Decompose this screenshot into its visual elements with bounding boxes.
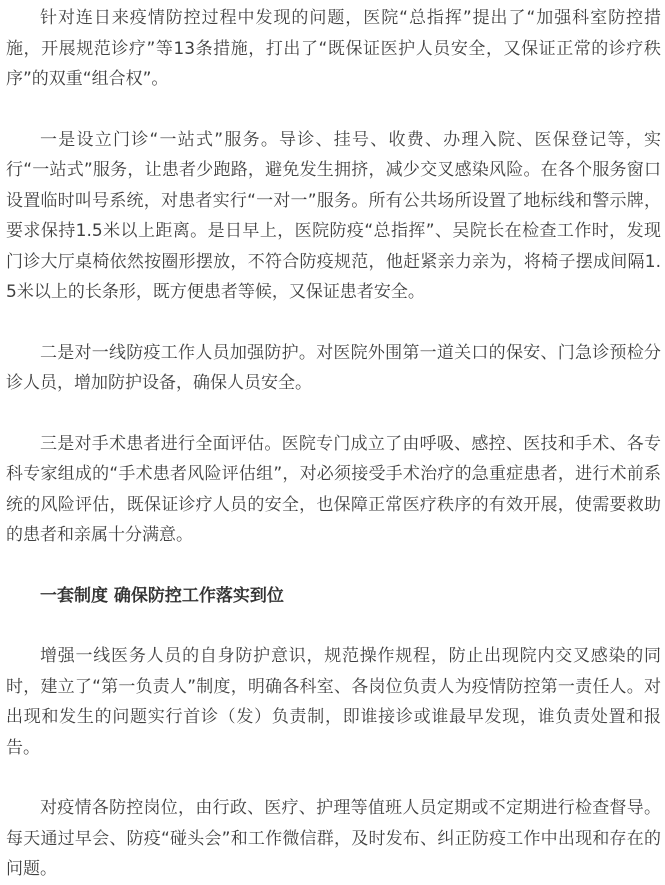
article-body [0,3,665,882]
measure-two-paragraph: 二是对一线防疫工作人员加强防护。对医院外围第一道关口的保安、门急诊预检分诊人员，增加防护设备，确保人员安全。 [6,342,661,393]
responsibility-paragraph: 增强一线医务人员的自身防护意识，规范操作规程，防止出现院内交叉感染的同时，建立了“第一负责人”制度，明确各科室、各岗位负责人为疫情防控第一责任人。对出现和发生的问题实行首诊（发）负责制，即谁接诊或谁最早发现，谁负责处置和报告。 [6,646,661,758]
measure-three-paragraph: 三是对手术患者进行全面评估。医院专门成立了由呼吸、感控、医技和手术、各专科专家组成的“手术患者风险评估组”，对必须接受手术治疗的急重症患者，进行术前系统的风险评估，既保证诊疗人员的安全，也保障正常医疗秩序的有效开展，使需要救助的患者和亲属十分满意。 [6,433,661,545]
measure-one-paragraph: 一是设立门诊“一站式”服务。导诊、挂号、收费、办理入院、医保登记等，实行“一站式”服务，让患者少跑路，避免发生拥挤，减少交叉感染风险。在各个服务窗口设置临时叫号系统，对患者实行“一对一”服务。所有公共场所设置了地标线和警示牌，要求保持1.5米以上距离。是日早上，医院防疫“总指挥”、吴院长在检查工作时，发现门诊大厅桌椅依然按圈形摆放，不符合防疫规范，他赶紧亲力亲为，将椅子摆成间隔1.5米以上的长条形，既方便患者等候，又保证患者安全。 [6,129,661,302]
intro-paragraph: 针对连日来疫情防控过程中发现的问题，医院“总指挥”提出了“加强科室防控措施，开展规范诊疗”等13条措施，打出了“既保证医护人员安全，又保证正常的诊疗秩序”的双重“组合权”。 [6,8,661,89]
inspection-paragraph: 对疫情各防控岗位，由行政、医疗、护理等值班人员定期或不定期进行检查督导。每天通过早会、防疫“碰头会”和工作微信群，及时发布、纠正防疫工作中出现和存在的问题。 [6,798,661,879]
section-heading: 一套制度 确保防控工作落实到位 [40,585,284,606]
